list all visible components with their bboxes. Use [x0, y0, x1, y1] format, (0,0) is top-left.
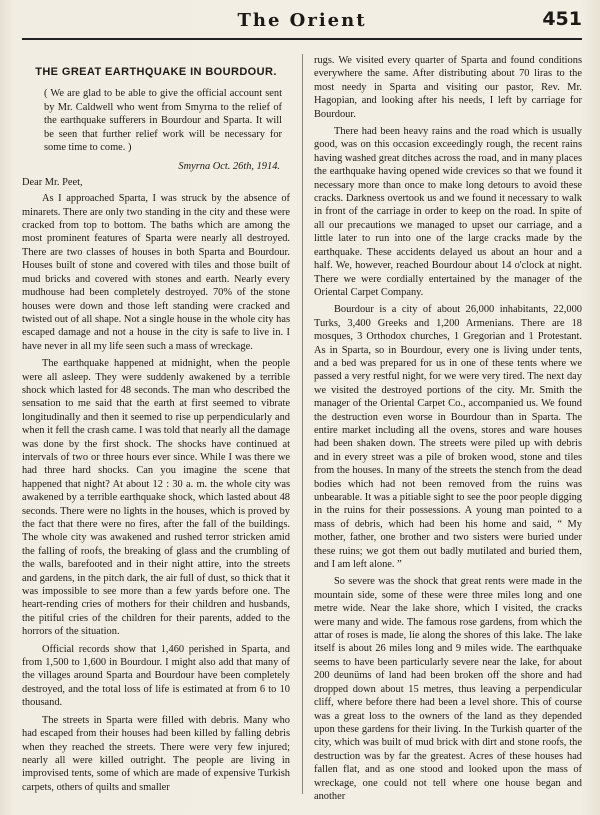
page-header — [22, 0, 582, 40]
article-columns — [22, 54, 582, 802]
paragraph: Official records show that 1,460 perished in Sparta, and from 1,500 to 1,600 in Bourdour. I might also add that many of the villages around Sparta and Bourdour have been completely destroyed, and the total loss of life is estimated at from 6 to 10 thousand. — [22, 643, 290, 709]
paragraph: So severe was the shock that great rents were made in the mountain side, some of these were three miles long and one metre wide. Near the lake shore, which I visited, the cracks were many and wide. The famous rose gardens, from which the attar of roses is made, lie along the shores of this lake. The lake itself is about 26 miles long and 9 miles wide. The earthquake seems to have been particularly severe near the lake, for about 200 deunüms of land had been broken off the shore and had dropped down about 15 metres, thus leaving a perpendicular cliff, where before there had been a level shore. This of course was a great loss to the owners of the land as they depended upon these gardens for their living. In the Turkish quarter of the city, which was built of mud brick with dirt and stone roofs, the destruction was by far the greatest. Acres of these houses had fallen flat, and as one stood and looked upon the mass of wreckage, one could not tell where one house began and another — [314, 576, 582, 802]
right-column — [314, 54, 582, 802]
page-number: 451 — [542, 8, 582, 30]
paragraph: Bourdour is a city of about 26,000 inhabitants, 22,000 Turks, 3,400 Greeks and 1,200 Armenians. There are 18 mosques, 3 Orthodox churches, 1 Gregorian and 1 Protestant. As in Sparta, so in Bourdour, every one is living under tents, and a bed was prepared for us in one of these tents where we passed a very restful night, for we were very tired. The next day we visited the destroyed portions of the city. Mr. Smith the manager of the Oriental Carpet Co., accompanied us. We found the destruction even worse in Bourdour than in Sparta. The entire market including all the ovens, stores and ware houses had been shaken down. The streets were piled up with debris and in every street was a pile of broken wood, stone and tiles from the houses. In many of the streets the stench from the dead bodies which had not been removed from the ruins was unbearable. It was a pitiable sight to see the poor people digging in the ruins for their possessions. A young man pointed to a mass of debris, which had been his home and said, “ My mother, father, one brother and two sisters were buried under these ruins; we got them out badly mutilated and buried them, and I am left alone. ” — [314, 304, 582, 571]
salutation: Dear Mr. Peet, — [22, 176, 83, 188]
editor-intro: ( We are glad to be able to give the official account sent by Mr. Caldwell who went from Smyrna to the relief of the earthquake sufferers in Bourdour and Sparta. It will be seen that further relief work will be necessary for some time to come. ) — [44, 88, 282, 154]
paragraph: The streets in Sparta were filled with debris. Many who had escaped from their houses had been killed by falling debris when they reached the streets. There were very few injured; nearly all were killed outright. The people are living in improvised tents, some of which are made of expensive Turkish carpets, others of quilts and smaller — [22, 714, 290, 793]
running-title: The Orient — [237, 10, 367, 31]
paragraph: As I approached Sparta, I was struck by the absence of minarets. There are only two standing in the city and these were cracked from top to bottom. The baths which are among the most prominent features of Sparta were nearly all destroyed. There are two classes of houses in both Sparta and Bourdour. Houses built of stone and covered with tiles and those built of mud bricks and covered with stones and earth. Nearly every mudhouse had been completely destroyed. 70% of the stone houses were down and those left standing were cracked and twisted out of all shape. Not a single house in the whole city has escaped damage and not a house in the city is safe to live in. I have never in all my life seen such a mass of wreckage. — [22, 193, 290, 352]
dateline: Smyrna Oct. 26th, 1914. — [178, 161, 280, 173]
paragraph-continuation: rugs. We visited every quarter of Sparta and found conditions everywhere the same. After distributing about 70 liras to the most needy in Sparta and visiting our pastor, Rev. Mr. Hagopian, and looking after his needs, I left by carriage for Bourdour. — [314, 55, 582, 120]
paragraph: There had been heavy rains and the road which is usually good, was on this occasion exceedingly rough, the recent rains having washed great ditches across the road, and in many places the earthquake having opened wide crevices so that we found it necessary more than once to make long detours to avoid these cracks. Darkness overtook us and we found it necessary to walk in front of the carriage in order to keep on the road. In spite of all our precautions we managed to upset our carriage, and a little later to run into one of the large cracks made by the earthquake. These accidents delayed us about an hour and a half. We, however, reached Bourdour about 14 o'clock at night. There we were cordially entertained by the manager of the Oriental Carpet Company. — [314, 126, 582, 298]
column-divider — [302, 54, 303, 794]
left-column — [22, 54, 290, 794]
paragraph: The earthquake happened at midnight, when the people were all asleep. They were suddenly awakened by a terrible shock which lasted for 48 seconds. The man who described the sensation to me said that the earth at first seemed to vibrate longitudinally and then it seemed to rise up perpendicularly and when it fell the crash came. I was told that nearly all the damage was done by the first shock. The shocks have continued at intervals of two or three hours ever since. While I was there we had three hard shocks. Can you imagine the scene that happened that night? At about 12 : 30 a. m. the whole city was awakened by a terrible earthquake shock, which lasted about 48 seconds. There were no lights in the houses, which is proved by the fact that there were no fires, after the fall of the buildings. The whole city was awakened and rushed terror stricken amid the falling of roofs, the breaking of glass and the crumbling of the walls, barefooted and in their night attire, into the streets and gardens, in the pitch dark, the air full of dust, so thick that it was impossible to see more than a few yards before one. The heart-rending cries of mothers for their children and husbands, the pitiful cries of the children for their parents, added to the horrors of the situation. — [22, 358, 290, 638]
article-title: THE GREAT EARTHQUAKE IN BOURDOUR. — [35, 66, 277, 78]
